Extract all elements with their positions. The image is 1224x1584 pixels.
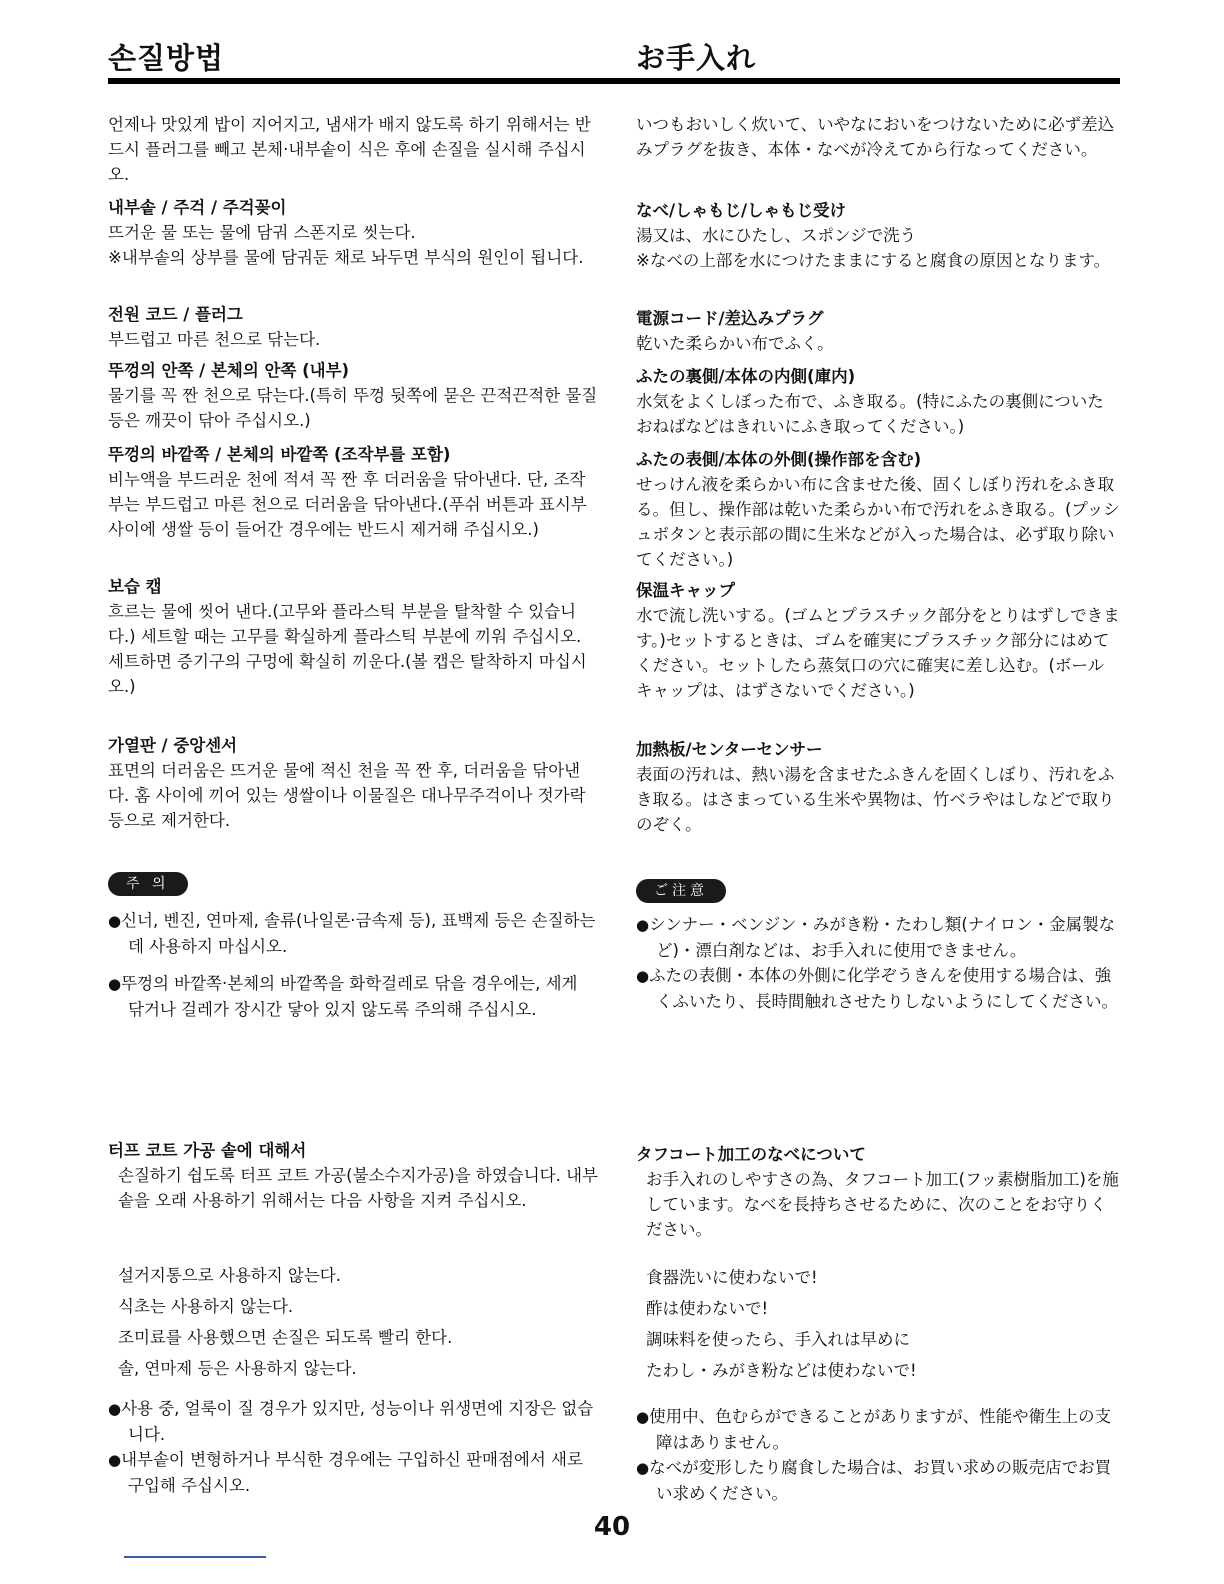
ko-rule: 식초는 사용하지 않는다. (118, 1297, 294, 1316)
ko-rule: 솔, 연마제 등은 사용하지 않는다. (118, 1359, 357, 1378)
ja-section-heater (636, 737, 1120, 837)
ko-caution-item: ●신너, 벤진, 연마제, 솔류(나일론·금속제 등), 표백제 등은 손질하는데 사용하지 마십시오. (108, 911, 596, 956)
ko-caution-item: ●뚜껑의 바깥쪽·본체의 바깥쪽을 화학걸레로 닦을 경우에는, 세게 닦거나 걸레가 장시간 닿아 있지 않도록 주의해 주십시오. (108, 974, 578, 1019)
ja-tuff-body: お手入れのしやすさの為、タフコート加工(フッ素樹脂加工)を施しています。なべを長持ちさせるために、次のことをお守りください。 (646, 1170, 1119, 1239)
ja-section-lid-inside (636, 364, 1120, 439)
ko-note-item: ●사용 중, 얼룩이 질 경우가 있지만, 성능이나 위생면에 지장은 없습니다. (108, 1399, 594, 1444)
ko-section-tuffcoat (108, 1138, 598, 1213)
ko-section-cap (108, 574, 598, 699)
ko-caution-list (108, 908, 598, 1022)
bullet-icon: ● (108, 1451, 122, 1469)
ko-pot-heading: 내부솥 / 주걱 / 주걱꽂이 (108, 198, 287, 217)
ko-cap-body: 흐르는 물에 씻어 낸다.(고무와 플라스틱 부분을 탈착할 수 있습니다.) 세트할 때는 고무를 확실하게 플라스틱 부분에 끼워 주십시오. 세트하면 증기구의 구멍에 확실히 끼운다.(볼 캡은 탈착하지 마십시오.) (108, 602, 587, 696)
ko-section-heater (108, 733, 598, 833)
ja-cord-body: 乾いた柔らかい布でふく。 (636, 334, 834, 353)
ko-caution-box (108, 870, 598, 896)
bullet-icon: ● (636, 916, 650, 934)
ja-heater-heading: 加熱板/センターセンサー (636, 740, 823, 759)
footer-line (124, 1556, 266, 1558)
ko-cord-heading: 전원 코드 / 플러그 (108, 305, 243, 324)
ko-lid-inside-body: 물기를 꼭 짠 천으로 닦는다.(특히 뚜껑 뒷쪽에 묻은 끈적끈적한 물질 등은 깨끗이 닦아 주십시오.) (108, 386, 598, 430)
ja-lid-inside-body: 水気をよくしぼった布で、ふき取る。(特にふたの裏側についたおねばなどはきれいにふき取ってください。) (636, 392, 1104, 436)
ja-section-title: お手入れ (636, 41, 757, 75)
ko-section-lid-outside (108, 442, 598, 542)
ko-rule: 설거지통으로 사용하지 않는다. (118, 1266, 341, 1285)
bullet-icon: ● (108, 912, 122, 930)
ko-tuff-heading: 터프 코트 가공 솥에 대해서 (108, 1141, 307, 1160)
bullet-icon: ● (108, 975, 122, 993)
bullet-icon: ● (636, 1408, 650, 1426)
ko-cap-heading: 보습 캡 (108, 577, 162, 596)
ko-section-lid-inside (108, 358, 598, 433)
ja-section-tuffcoat (636, 1142, 1120, 1242)
ja-cap-heading: 保温キャップ (636, 581, 735, 600)
ko-heater-heading: 가열판 / 중앙센서 (108, 736, 238, 755)
ko-section-cord (108, 302, 598, 352)
ko-section-title: 손질방법 (108, 41, 225, 75)
ja-cap-body: 水で流し洗いする。(ゴムとプラスチック部分をとりはずしできます。)セットするときは、ゴムを確実にプラスチック部分にはめてください。セットしたら蒸気口の穴に確実に差し込む。(ボールキャップは、はずさないでください。) (636, 606, 1120, 700)
ja-section-cap (636, 578, 1120, 703)
ja-caution-label: ご注意 (636, 879, 726, 903)
ja-section-lid-outside (636, 447, 1120, 572)
ja-note-item: ●使用中、色むらができることがありますが、性能や衛生上の支障はありません。 (636, 1407, 1112, 1452)
bullet-icon: ● (636, 967, 650, 985)
ja-caution-item: ●ふたの表側・本体の外側に化学ぞうきんを使用する場合は、強くふいたり、長時間触れさせたりしないようにしてください。 (636, 966, 1118, 1011)
ja-lid-outside-body: せっけん液を柔らかい布に含ませた後、固くしぼり汚れをふき取る。但し、操作部は乾いた柔らかい布で汚れをふき取る。(プッシュボタンと表示部の間に生米などが入った場合は、必ず取り除いてください。) (636, 475, 1120, 569)
ja-rule: 食器洗いに使わないで! (646, 1268, 818, 1287)
page-number: 40 (593, 1512, 631, 1542)
ja-note-item: ●なべが変形したり腐食した場合は、お買い求めの販売店でお買い求めください。 (636, 1458, 1112, 1503)
ko-caution-label: 주 의 (108, 872, 188, 896)
ja-notes (636, 1404, 1120, 1506)
ja-intro: いつもおいしく炊いて、いやなにおいをつけないために必ず差込みプラグを抜き、本体・なべが冷えてから行なってください。 (636, 115, 1115, 159)
ja-caution-item: ●シンナー・ベンジン・みがき粉・たわし類(ナイロン・金属製など)・漂白剤などは、お手入れに使用できません。 (636, 915, 1116, 960)
ja-tuff-heading: タフコート加工のなべについて (636, 1145, 866, 1164)
ja-cord-heading: 電源コード/差込みプラグ (636, 309, 824, 328)
ko-heater-body: 표면의 더러움은 뜨거운 물에 적신 천을 꼭 짠 후, 더러움을 닦아낸다. 홈 사이에 끼어 있는 생쌀이나 이물질은 대나무주걱이나 젓가락 등으로 제거한다. (108, 761, 586, 830)
ko-pot-body: 뜨거운 물 또는 물에 담궈 스폰지로 씻는다. (108, 223, 416, 242)
ja-caution-list (636, 912, 1120, 1014)
ko-rule: 조미료를 사용했으면 손질은 되도록 빨리 한다. (118, 1328, 453, 1347)
ja-lid-outside-heading: ふたの表側/本体の外側(操作部を含む) (636, 450, 922, 469)
ja-rule: たわし・みがき粉などは使わないで! (646, 1361, 917, 1380)
ko-lid-inside-heading: 뚜껑의 안쪽 / 본체의 안쪽 (내부) (108, 361, 350, 380)
ko-tuff-rules (108, 1260, 598, 1384)
ko-cord-body: 부드럽고 마른 천으로 닦는다. (108, 330, 321, 349)
ja-rule: 酢は使わないで! (646, 1299, 769, 1318)
ko-tuff-body: 손질하기 쉽도록 터프 코트 가공(불소수지가공)을 하였습니다. 내부솥을 오래 사용하기 위해서는 다음 사항을 지켜 주십시오. (118, 1166, 598, 1210)
bullet-icon: ● (108, 1400, 122, 1418)
ja-pot-heading: なべ/しゃもじ/しゃもじ受け (636, 201, 847, 220)
ko-intro: 언제나 맛있게 밥이 지어지고, 냄새가 배지 않도록 하기 위해서는 반드시 플러그를 빼고 본체·내부솥이 식은 후에 손질을 실시해 주십시오. (108, 115, 591, 184)
ja-caution-box (636, 877, 1120, 903)
ja-heater-body: 表面の汚れは、熱い湯を含ませたふきんを固くしぼり、汚れをふき取る。はさまっている生米や異物は、竹ベラやはしなどで取りのぞく。 (636, 765, 1115, 834)
ja-pot-body: 湯又は、水にひたし、スポンジで洗う (636, 226, 917, 245)
ko-pot-note: ※내부솥의 상부를 물에 담궈둔 채로 놔두면 부식의 원인이 됩니다. (108, 248, 584, 267)
ja-rule: 調味料を使ったら、手入れは早めに (646, 1330, 910, 1349)
ja-section-pot (636, 198, 1120, 273)
ko-notes (108, 1396, 598, 1498)
ja-lid-inside-heading: ふたの裏側/本体の内側(庫内) (636, 367, 856, 386)
header-divider (108, 78, 1120, 84)
ja-section-cord (636, 306, 1120, 356)
ko-note-item: ●내부솥이 변형하거나 부식한 경우에는 구입하신 판매점에서 새로 구입해 주십시오. (108, 1450, 583, 1495)
ko-lid-outside-heading: 뚜껑의 바깥쪽 / 본체의 바깥쪽 (조작부를 포함) (108, 445, 451, 464)
bullet-icon: ● (636, 1459, 650, 1477)
ja-pot-note: ※なべの上部を水につけたままにすると腐食の原因となります。 (636, 251, 1111, 270)
ko-lid-outside-body: 비누액을 부드러운 천에 적셔 꼭 짠 후 더러움을 닦아낸다. 단, 조작부는 부드럽고 마른 천으로 더러움을 닦아낸다.(푸쉬 버튼과 표시부 사이에 생쌀 등이 들어간 경우에는 반드시 제거해 주십시오.) (108, 470, 587, 539)
ko-section-pot (108, 195, 598, 270)
ja-tuff-rules (636, 1262, 1120, 1386)
